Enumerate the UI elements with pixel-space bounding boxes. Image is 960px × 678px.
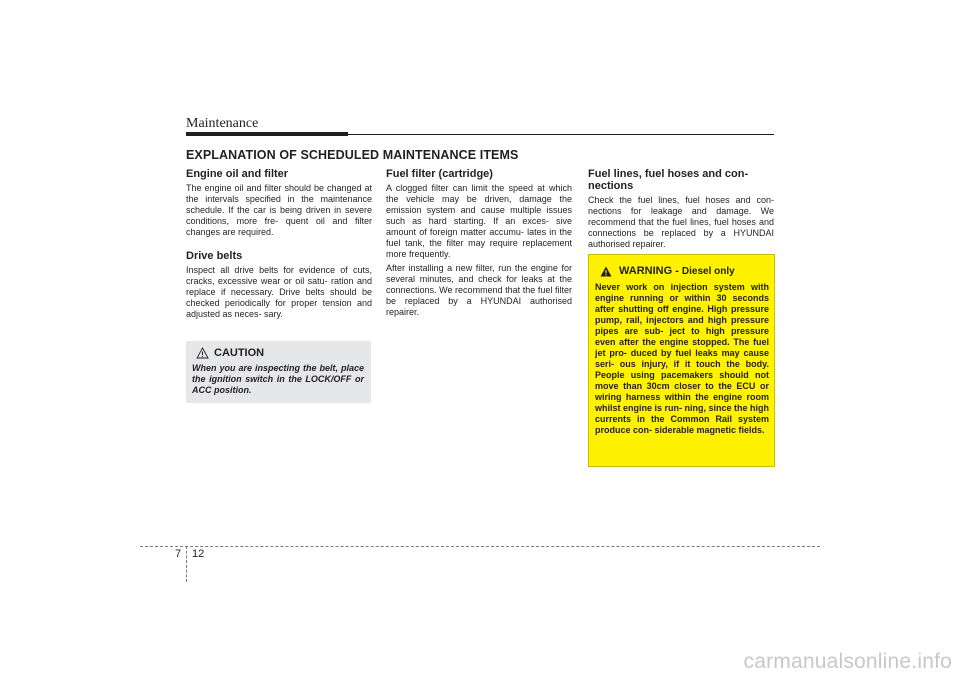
warning-header bbox=[600, 265, 735, 277]
section-title: EXPLANATION OF SCHEDULED MAINTENANCE ITEMS bbox=[186, 148, 519, 162]
engine-oil-body: The engine oil and filter should be changed at the intervals specified in the maintenance schedule. If the car is being driven in severe conditions, more fre- quent oil and filter changes are required. bbox=[186, 183, 372, 237]
fuel-lines-body: Check the fuel lines, fuel hoses and con- nections for leakage and damage. We recommend that the fuel lines, fuel hoses and connections be replaced by a HYUNDAI authorised repairer. bbox=[588, 195, 774, 249]
fuel-filter-heading: Fuel filter (cartridge) bbox=[386, 168, 493, 180]
page-chapter-number: 7 bbox=[175, 548, 182, 560]
column-right bbox=[588, 168, 774, 253]
caution-header bbox=[196, 347, 264, 359]
caution-triangle-icon bbox=[196, 347, 209, 359]
header-rule-thick bbox=[186, 132, 348, 136]
warning-text: Never work on injection system with engine running or within 30 seconds after shutting off engine. High pressure pump, rail, injectors and high pressure pipes are sub- ject to high pressure even after the engine stopped. The fuel jet pro- duced by fuel leaks may cause seri- ous injury, if it touch the body. People using pacemakers should not move than 30cm closer to the ECU or wiring harness within the engine room whilst engine is run- ning, since the high currents in the Common Rail system produce con- siderable magnetic fields. bbox=[595, 282, 770, 435]
fuel-filter-body-2: After installing a new filter, run the engine for several minutes, and check for leaks at the connections. We recommend that the fuel filter be replaced by a HYUNDAI authorised repairer. bbox=[386, 263, 572, 317]
caution-box bbox=[186, 341, 371, 403]
page-header-title: Maintenance bbox=[186, 116, 259, 131]
warning-sublabel: Diesel only bbox=[681, 265, 735, 277]
drive-belts-body: Inspect all drive belts for evidence of cuts, cracks, excessive wear or oil satu- ration and replace if necessary. Drive belts should be checked periodically for proper tension and adjusted as neces- sary. bbox=[186, 265, 372, 319]
footer-divider bbox=[186, 546, 187, 582]
watermark-text: carmanualsonline.info bbox=[743, 650, 952, 673]
caution-label: CAUTION bbox=[214, 347, 265, 359]
engine-oil-heading: Engine oil and filter bbox=[186, 168, 289, 180]
page-number: 12 bbox=[192, 548, 205, 560]
header-rule-thin bbox=[348, 134, 774, 135]
footer-rule bbox=[140, 546, 820, 547]
fuel-filter-body-1: A clogged filter can limit the speed at which the vehicle may be driven, damage the emission system and cause multiple issues such as hard starting. If an exces- sive amount of foreign matter accumu- lates in the fuel tank, the filter may require replacement more frequently. bbox=[386, 183, 572, 259]
column-left bbox=[186, 168, 372, 323]
drive-belts-heading: Drive belts bbox=[186, 250, 243, 262]
column-middle bbox=[386, 168, 572, 321]
warning-box bbox=[588, 254, 775, 467]
caution-text: When you are inspecting the belt, place the ignition switch in the LOCK/OFF or ACC position. bbox=[192, 363, 364, 395]
fuel-lines-heading: Fuel lines, fuel hoses and con- nections bbox=[588, 168, 749, 192]
warning-label: WARNING - bbox=[619, 265, 679, 277]
warning-triangle-icon bbox=[600, 266, 612, 277]
